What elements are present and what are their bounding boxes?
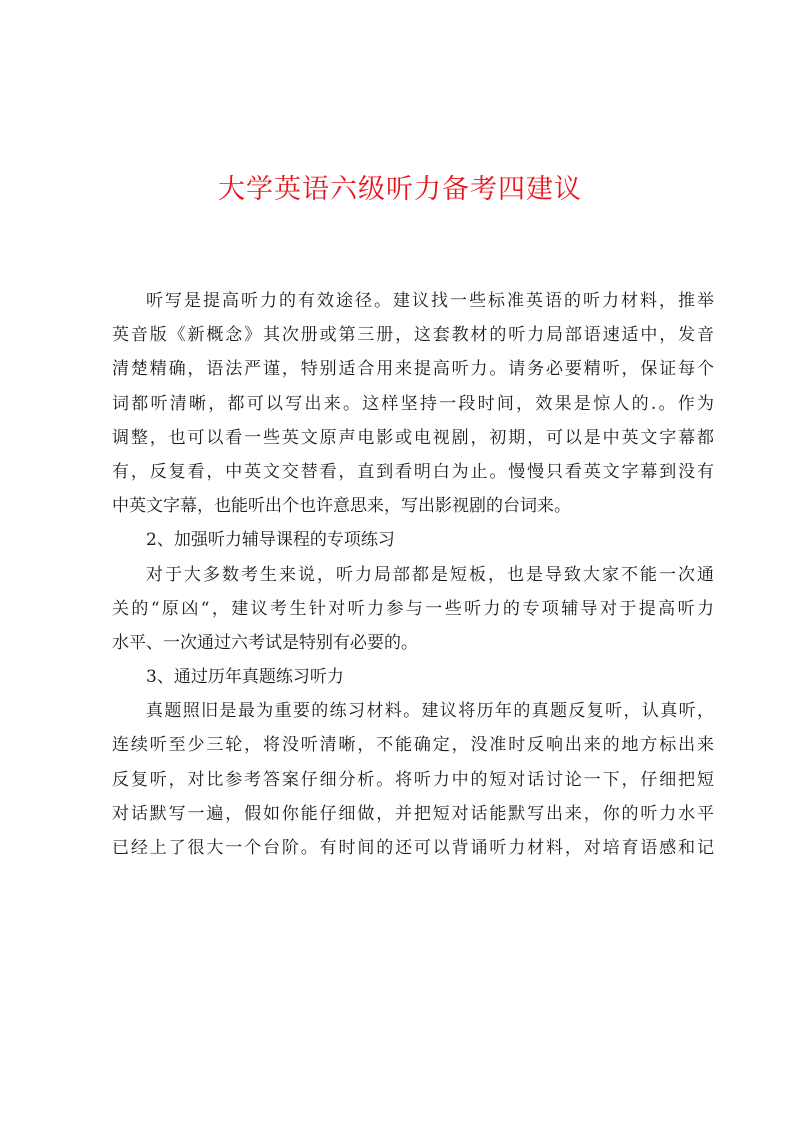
section-heading-2	[112, 523, 714, 557]
text-line: 已经上了很大一个台阶。有时间的还可以背诵听力材料，对培育语感和记	[112, 838, 714, 858]
text-line: 连续听至少三轮，将没听清晰，不能确定，没准时反响出来的地方标出来	[112, 735, 714, 756]
text-line: 中英文字幕，也能听出个也许意思来，写出影视剧的台词来。	[112, 496, 571, 517]
text-line: 关的“原凶“，建议考生针对听力参与一些听力的专项辅导对于提高听力	[112, 598, 714, 619]
section-heading-3	[112, 660, 714, 694]
text-line: 英音版《新概念》其次册或第三册，这套教材的听力局部语速适中，发音	[112, 325, 714, 346]
text-line: 清楚精确，语法严谨，特别适合用来提高听力。请务必要精听，保证每个	[112, 359, 714, 380]
paragraph-dictation	[112, 284, 714, 523]
section-heading: 2、加强听力辅导课程的专项练习	[146, 530, 395, 551]
text-line: 对于大多数考生来说，听力局部都是短板，也是导致大家不能一次通	[146, 564, 714, 585]
text-line: 水平、一次通过六考试是特别有必要的。	[112, 632, 418, 653]
text-line: 真题照旧是最为重要的练习材料。建议将历年的真题反复听，认真听，	[146, 701, 714, 722]
section-heading: 3、通过历年真题练习听力	[146, 667, 344, 688]
text-line: 词都听清晰，都可以写出来。这样坚持一段时间，效果是惊人的.。作为	[112, 393, 714, 414]
text-line: 对话默写一遍，假如你能仔细做，并把短对话能默写出来，你的听力水平	[112, 803, 714, 824]
text-line: 听写是提高听力的有效途径。建议找一些标准英语的听力材料，推举	[146, 291, 714, 311]
text-line: 反复听，对比参考答案仔细分析。将听力中的短对话讨论一下，仔细把短	[112, 769, 714, 790]
paragraph-special-practice	[112, 558, 714, 661]
text-line: 调整，也可以看一些英文原声电影或电视剧，初期，可以是中英文字幕都	[112, 427, 714, 448]
paragraph-past-exams	[112, 694, 714, 865]
text-line: 有，反复看，中英文交替看，直到看明白为止。慢慢只看英文字幕到没有	[112, 461, 714, 482]
document-title: 大学英语六级听力备考四建议	[218, 174, 582, 205]
document-body	[112, 284, 714, 865]
